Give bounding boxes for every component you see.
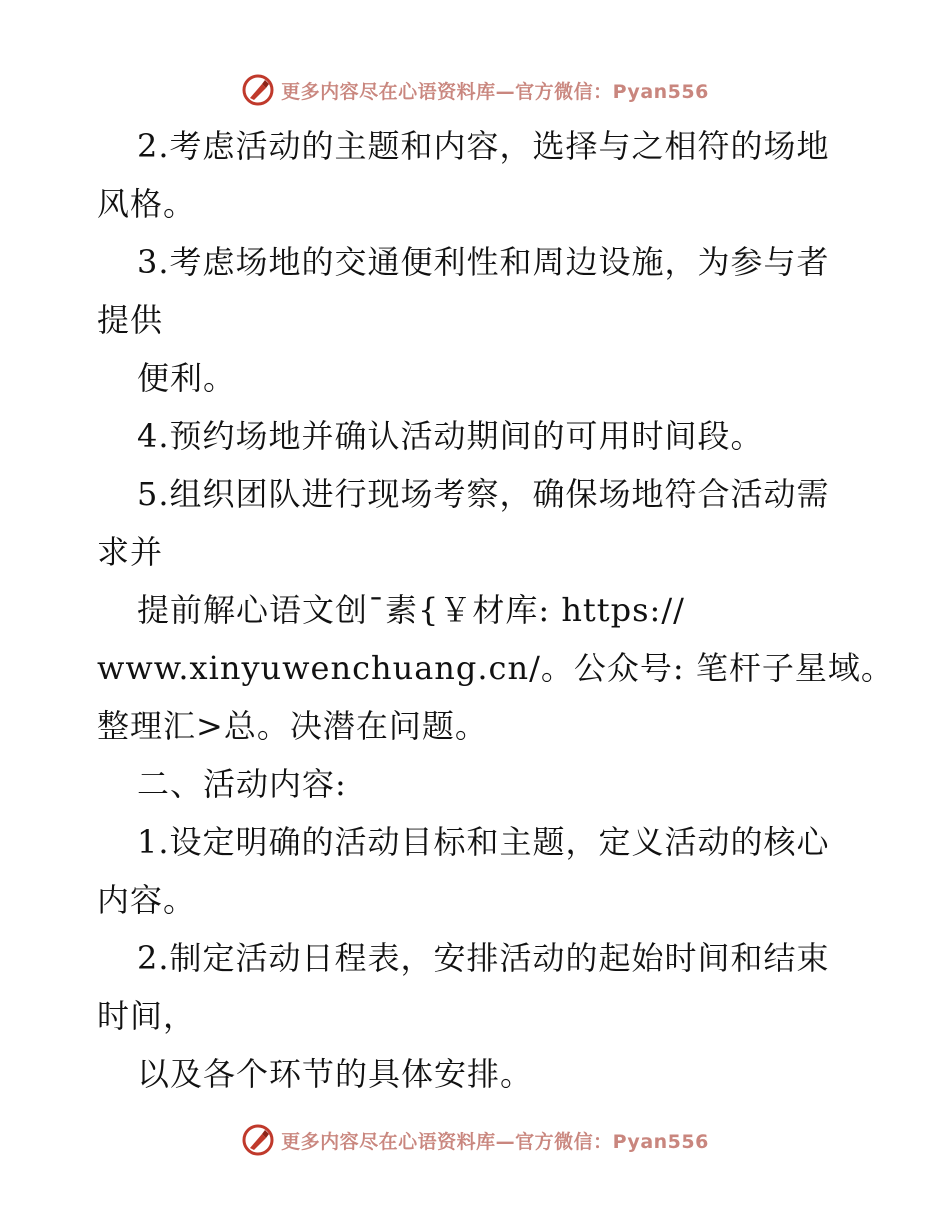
text-line: 2.制定活动日程表，安排活动的起始时间和结束 xyxy=(137,939,830,977)
section-heading: 二、活动内容: xyxy=(137,765,347,803)
text-line: 时间， xyxy=(97,997,197,1035)
text-line: 便利。 xyxy=(137,359,237,397)
text-line: 2.考虑活动的主题和内容，选择与之相符的场地 xyxy=(137,127,830,165)
pen-logo-icon xyxy=(241,1123,275,1157)
text-line: 提供 xyxy=(97,301,164,339)
header-banner-text: 更多内容尽在心语资料库—官方微信：Pyan556 xyxy=(281,80,709,103)
text-line: 提前解心语文创¯素{￥材库: https:// xyxy=(137,591,685,629)
text-line: 求并 xyxy=(97,533,164,571)
text-line: 5.组织团队进行现场考察，确保场地符合活动需 xyxy=(137,475,830,513)
footer-banner xyxy=(0,1120,950,1160)
text-line: 3.考虑场地的交通便利性和周边设施，为参与者 xyxy=(137,243,830,281)
document-body xyxy=(97,117,894,1103)
text-line: 风格。 xyxy=(97,185,197,223)
text-line: www.xinyuwenchuang.cn/。公众号: 笔杆子星域。 xyxy=(97,649,894,687)
pen-logo-icon xyxy=(241,73,275,107)
header-banner xyxy=(0,70,950,110)
text-line: 1.设定明确的活动目标和主题，定义活动的核心 xyxy=(137,823,830,861)
text-line: 以及各个环节的具体安排。 xyxy=(137,1055,534,1093)
text-line: 4.预约场地并确认活动期间的可用时间段。 xyxy=(137,417,764,455)
text-line: 整理汇>总。决潜在问题。 xyxy=(97,707,488,745)
footer-banner-text: 更多内容尽在心语资料库—官方微信：Pyan556 xyxy=(281,1130,709,1153)
text-line: 内容。 xyxy=(97,881,197,919)
